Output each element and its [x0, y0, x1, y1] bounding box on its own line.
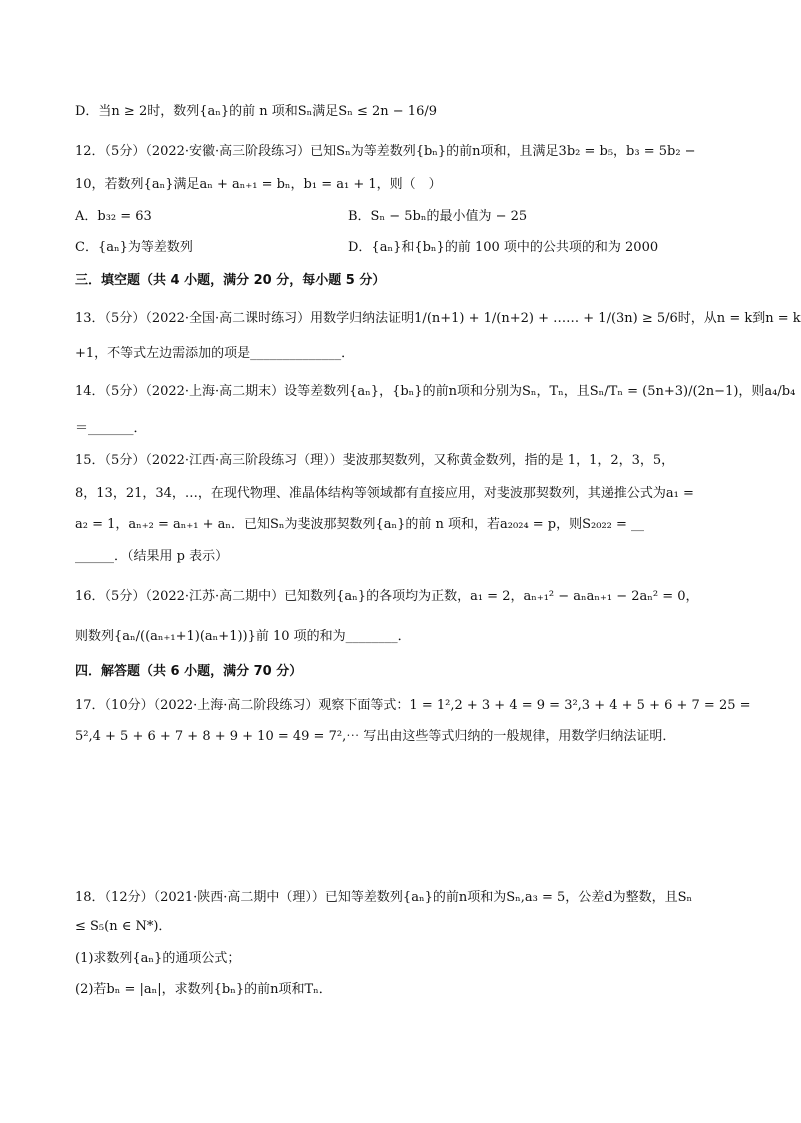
q13-line-1: 13．（5分）（2022·全国·高二课时练习）用数学归纳法证明1/(n+1) + 1/(n+2) + …… + 1/(3n) ≥ 5/6时，从n = k到n = k	[75, 311, 801, 326]
q12-option-b: B．Sₙ − 5bₙ的最小值为 − 25	[348, 209, 528, 224]
q17-line-1: 17．（10分）（2022·上海·高二阶段练习）观察下面等式：1 = 1²,2 + 3 + 4 = 9 = 3²,3 + 4 + 5 + 6 + 7 = 25 =	[75, 698, 751, 713]
q17-line-2: 5²,4 + 5 + 6 + 7 + 8 + 9 + 10 = 49 = 7²,⋯ 写出由这些等式归纳的一般规律，用数学归纳法证明．	[75, 729, 676, 744]
q14-line-1: 14．（5分）（2022·上海·高二期末）设等差数列{aₙ}，{bₙ}的前n项和分别为Sₙ，Tₙ，且Sₙ/Tₙ = (5n+3)/(2n−1)，则a₄/b₄	[75, 384, 796, 399]
q15-line-1: 15．（5分）（2022·江西·高三阶段练习（理））斐波那契数列，又称黄金数列，指的是 1，1，2，3，5，	[75, 453, 675, 468]
q11-option-d: D．当n ≥ 2时，数列{aₙ}的前 n 项和Sₙ满足Sₙ ≤ 2n − 16/9	[75, 104, 437, 119]
q12-option-d: D．{aₙ}和{bₙ}的前 100 项中的公共项的和为 2000	[348, 240, 659, 255]
q18-part-1: (1)求数列{aₙ}的通项公式；	[75, 951, 241, 966]
q18-line-1: 18．（12分）（2021·陕西·高二期中（理））已知等差数列{aₙ}的前n项和为Sₙ,a₃ = 5，公差d为整数，且Sₙ	[75, 890, 693, 905]
q16-line-2: 则数列{aₙ/((aₙ₊₁+1)(aₙ+1))}前 10 项的和为________．	[75, 629, 411, 644]
section-heading-fill-in: 三．填空题（共 4 小题，满分 20 分，每小题 5 分）	[75, 273, 386, 288]
q12-options-row-2	[75, 239, 725, 257]
q13-line-2: +1，不等式左边需添加的项是______________．	[75, 346, 355, 361]
q18-line-2: ≤ S₅(n ∈ N*)．	[75, 919, 172, 934]
q14-line-2: ＝_______．	[75, 421, 147, 436]
q12-option-c: C．{aₙ}为等差数列	[75, 240, 193, 255]
q12-stem-line-2: 10，若数列{aₙ}满足aₙ + aₙ₊₁ = bₙ，b₁ = a₁ + 1，则（ ）	[75, 177, 442, 192]
q12-options-row-1	[75, 208, 725, 226]
q15-line-2: 8，13，21，34，…，在现代物理、准晶体结构等领域都有直接应用，对斐波那契数列，其递推公式为a₁ =	[75, 486, 694, 501]
section-heading-answer: 四．解答题（共 6 小题，满分 70 分）	[75, 664, 303, 679]
q15-line-4: ______．（结果用 p 表示）	[75, 549, 229, 564]
q12-option-a: A．b₃₂ = 63	[75, 209, 152, 224]
q12-stem-line-1: 12．（5分）（2022·安徽·高三阶段练习）已知Sₙ为等差数列{bₙ}的前n项和，且满足3b₂ = b₅，b₃ = 5b₂ −	[75, 144, 696, 159]
q18-part-2: (2)若bₙ = |aₙ|，求数列{bₙ}的前n项和Tₙ．	[75, 982, 332, 997]
q15-line-3: a₂ = 1，aₙ₊₂ = aₙ₊₁ + aₙ．已知Sₙ为斐波那契数列{aₙ}的前 n 项和，若a₂₀₂₄ = p，则S₂₀₂₂ = __	[75, 517, 645, 532]
q16-line-1: 16．（5分）（2022·江苏·高二期中）已知数列{aₙ}的各项均为正数，a₁ = 2，aₙ₊₁² − aₙaₙ₊₁ − 2aₙ² = 0，	[75, 589, 699, 604]
